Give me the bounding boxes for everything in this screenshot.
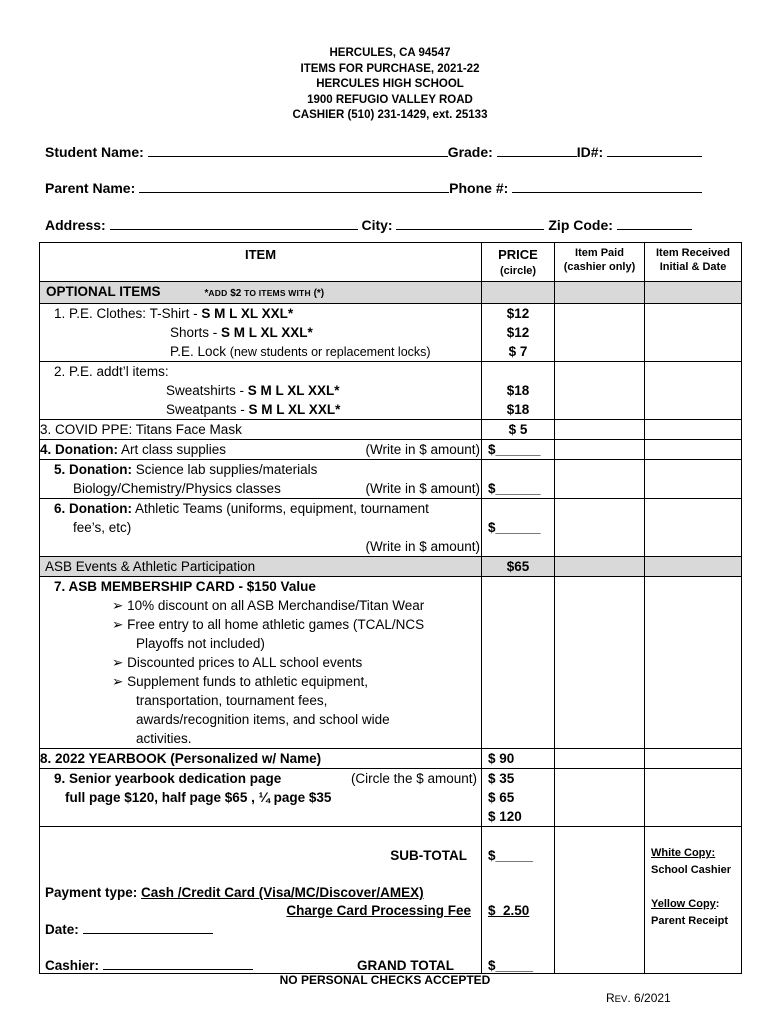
sweatshirts-sizes[interactable]: S M L XL XXL* (247, 383, 340, 398)
donation-science-cell (40, 460, 482, 499)
senior-title: 9. Senior yearbook dedication page (54, 771, 282, 786)
yearbook-paid[interactable] (555, 749, 645, 769)
optional-note-star: * (204, 288, 209, 299)
totals-row (40, 827, 742, 974)
donation-science-row (40, 460, 742, 499)
asb-card-cell (40, 577, 482, 749)
asb-card-paid[interactable] (555, 577, 645, 749)
yellow-copy-recipient: Parent Receipt (651, 915, 729, 927)
pe-addtl-label: P.E. addt’l items: (65, 364, 169, 379)
senior-price-quarter[interactable]: $ 35 (488, 771, 515, 786)
shorts-sizes[interactable]: S M L XL XXL* (221, 325, 313, 340)
donation-science-classes: Biology/Chemistry/Physics classes (73, 481, 281, 496)
item-header-label: ITEM (244, 247, 277, 262)
yearbook-row (40, 749, 742, 769)
asb-card-received[interactable] (645, 577, 742, 749)
parent-name-label: Parent Name: (45, 180, 136, 196)
item-column-header (40, 243, 482, 282)
asb-benefit-4-cont2: awards/recognition items, and school wide (136, 712, 390, 727)
date-label: Date: (45, 922, 79, 937)
donation-athletic-price-cell (482, 499, 555, 557)
date-line (45, 920, 213, 939)
received-column-header (645, 243, 742, 282)
senior-received[interactable] (645, 769, 742, 827)
asb-events-title: ASB Events & Athletic Participation (40, 557, 482, 577)
shorts-line (40, 323, 481, 342)
donation-athletic-row (40, 499, 742, 557)
totals-paid (555, 827, 645, 974)
address-row (45, 216, 725, 233)
pe-clothes-prices (482, 304, 555, 362)
optional-note-items: TO ITEMS WITH (244, 288, 311, 298)
payment-type-label: Payment type: (45, 885, 142, 900)
optional-note-amount: $2 (227, 288, 245, 299)
form-header (0, 46, 770, 124)
senior-price-full[interactable]: $ 120 (488, 809, 522, 824)
optional-items-row (40, 282, 742, 304)
zip-label: Zip Code: (548, 217, 613, 233)
received-header-sub: Initial & Date (659, 261, 727, 273)
payment-type (45, 883, 424, 902)
city-field[interactable] (396, 216, 544, 230)
asb-benefit-4-cont1: transportation, tournament fees, (136, 693, 328, 708)
no-checks-notice: NO PERSONAL CHECKS ACCEPTED (279, 973, 491, 987)
sweatpants-price[interactable]: $18 (506, 402, 530, 417)
tshirt-price[interactable]: $12 (506, 306, 530, 321)
donation-science-write: (Write in $ amount) (365, 481, 480, 496)
senior-line1 (40, 769, 481, 788)
donation-art-received[interactable] (645, 440, 742, 460)
donation-art-text: Art class supplies (118, 442, 227, 457)
asb-benefit-2 (40, 615, 481, 634)
sweatshirts-price[interactable]: $18 (506, 383, 530, 398)
processing-fee-amount: $ 2.50 (488, 903, 530, 918)
rev-ev: EV (614, 994, 628, 1005)
white-copy-label: White Copy: (651, 847, 716, 859)
donation-athletic-write: (Write in $ amount) (365, 539, 480, 554)
address-label: Address: (45, 217, 106, 233)
grade-label: Grade: (447, 144, 493, 160)
white-copy-recipient: School Cashier (651, 864, 732, 876)
donation-athletic-line2: fee’s, etc) (73, 520, 132, 535)
yellow-copy-colon: : (715, 898, 720, 910)
yearbook-title: 8. 2022 YEARBOOK (Personalized w/ Name) (40, 749, 482, 769)
donation-athletic-line1 (40, 499, 481, 518)
sweatpants-sizes[interactable]: S M L XL XXL* (248, 402, 341, 417)
asb-card-row (40, 577, 742, 749)
donation-science-received[interactable] (645, 460, 742, 499)
paid-column-header (555, 243, 645, 282)
price-column-header (482, 243, 555, 282)
tshirt-label: P.E. Clothes: T-Shirt - (65, 306, 202, 321)
donation-science-line2 (40, 479, 481, 498)
donation-science-paid[interactable] (555, 460, 645, 499)
received-header-label: Item Received (656, 247, 730, 259)
totals-price-cell (482, 827, 555, 974)
covid-paid[interactable] (555, 420, 645, 440)
grand-total-field[interactable]: $_____ (488, 958, 534, 973)
optional-note-mark: (*) (310, 288, 325, 299)
pe-addtl-paid[interactable] (555, 362, 645, 420)
student-name-field[interactable] (148, 143, 448, 157)
yearbook-price[interactable]: $ 90 (482, 749, 555, 769)
asb-benefit-2-text: Free entry to all home athletic games (TCAL/NCS (127, 617, 425, 632)
pe-addtl-received[interactable] (645, 362, 742, 420)
senior-price-half[interactable]: $ 65 (488, 790, 515, 805)
donation-science-price-cell (482, 460, 555, 499)
address-field[interactable] (110, 216, 358, 230)
donation-art-paid[interactable] (555, 440, 645, 460)
pe-addtl-cell (40, 362, 482, 420)
paid-header-label: Item Paid (575, 247, 624, 259)
parent-row (45, 179, 725, 196)
arrow-bullet-icon: ➢ (112, 655, 124, 670)
zip-field[interactable] (617, 216, 692, 230)
senior-paid[interactable] (555, 769, 645, 827)
covid-received[interactable] (645, 420, 742, 440)
paid-header-sub: (cashier only) (563, 261, 636, 273)
asb-benefit-4-text: Supplement funds to athletic equipment, (127, 674, 368, 689)
donation-athletic-price[interactable]: $______ (488, 520, 541, 535)
pe-addtl-line (40, 362, 481, 381)
donation-athletic-paid[interactable] (555, 499, 645, 557)
id-field[interactable] (607, 143, 702, 157)
lock-price[interactable]: $ 7 (508, 344, 528, 359)
donation-art-cell (40, 440, 482, 460)
phone-field[interactable] (512, 179, 702, 193)
pe-addtl-number: 2. (54, 364, 66, 379)
donation-science-price[interactable]: $______ (488, 481, 541, 496)
asb-benefit-2-cont: Playoffs not included) (136, 636, 265, 651)
asb-benefit-3-text: Discounted prices to ALL school events (127, 655, 363, 670)
asb-benefit-4 (40, 672, 481, 691)
id-label: ID#: (576, 144, 604, 160)
senior-options: full page $120, half page $65 , ¼ page $35 (65, 790, 332, 805)
asb-events-price[interactable]: $65 (482, 557, 555, 577)
asb-card-price[interactable] (482, 577, 555, 749)
pe-clothes-paid[interactable] (555, 304, 645, 362)
rev-r: R (606, 991, 615, 1005)
grade-field[interactable] (497, 143, 577, 157)
lock-line (40, 342, 481, 361)
sweatshirts-label: Sweatshirts - (166, 383, 248, 398)
student-name-label: Student Name: (45, 144, 144, 160)
date-field[interactable] (83, 920, 213, 934)
covid-price[interactable]: $ 5 (482, 420, 555, 440)
covid-label: 3. COVID PPE: Titans Face Mask (40, 420, 482, 440)
pe-clothes-row (40, 304, 742, 362)
asb-events-row (40, 557, 742, 577)
totals-cell (40, 827, 482, 974)
asb-benefit-3 (40, 653, 481, 672)
pe-clothes-cell (40, 304, 482, 362)
grand-total-label: GRAND TOTAL (357, 958, 454, 973)
shorts-price[interactable]: $12 (506, 325, 530, 340)
yellow-copy-label: Yellow Copy (651, 898, 716, 910)
donation-art-title: 4. Donation: (40, 442, 118, 457)
senior-prices (482, 769, 555, 827)
pe-number: 1. (54, 306, 66, 321)
senior-note: (Circle the $ amount) (350, 771, 477, 786)
asb-benefit-1 (40, 596, 481, 615)
arrow-bullet-icon: ➢ (112, 598, 124, 613)
tshirt-line (40, 304, 481, 323)
covid-row (40, 420, 742, 440)
donation-art-write: (Write in $ amount) (365, 442, 480, 457)
header-school: HERCULES HIGH SCHOOL (316, 78, 464, 90)
payment-type-options[interactable]: Cash /Credit Card (Visa/MC/Discover/AMEX) (141, 885, 424, 900)
header-city: HERCULES, CA 94547 (329, 47, 451, 59)
donation-science-text: Science lab supplies/materials (132, 462, 318, 477)
asb-benefit-4-cont3: activities. (136, 731, 192, 746)
price-header-sub: (circle) (499, 265, 537, 277)
header-address: 1900 REFUGIO VALLEY ROAD (307, 93, 473, 106)
parent-name-field[interactable] (139, 179, 449, 193)
pe-addtl-row (40, 362, 742, 420)
phone-label: Phone #: (449, 180, 509, 196)
arrow-bullet-icon: ➢ (112, 617, 124, 632)
asb-card-title: 7. ASB MEMBERSHIP CARD - $150 Value (54, 579, 316, 594)
sweatpants-label: Sweatpants - (166, 402, 249, 417)
price-header-label: PRICE (498, 247, 538, 262)
sweatshirts-line (40, 381, 481, 400)
tshirt-sizes[interactable]: S M L XL XXL* (201, 306, 294, 321)
senior-dedication-row (40, 769, 742, 827)
subtotal-field[interactable]: $_____ (488, 848, 534, 863)
donation-athletic-text: Athletic Teams (uniforms, equipment, tournament (132, 501, 429, 516)
header-cashier-phone: CASHIER (510) 231-1429, ext. 25133 (292, 109, 488, 121)
asb-benefit-1-text: 10% discount on all ASB Merchandise/Titan Wear (127, 598, 425, 613)
donation-science-line1 (40, 460, 481, 479)
rev-date-text: . 6/2021 (627, 991, 671, 1005)
senior-dedication-cell (40, 769, 482, 827)
city-label: City: (361, 217, 393, 233)
arrow-bullet-icon: ➢ (112, 674, 124, 689)
sweatpants-line (40, 400, 481, 419)
optional-title-text: OPTIONAL ITEMS (46, 284, 161, 299)
subtotal-label: SUB-TOTAL (390, 848, 467, 863)
processing-fee-label: Charge Card Processing Fee (286, 903, 471, 918)
pe-addtl-prices (482, 362, 555, 420)
shorts-label: Shorts - (170, 325, 222, 340)
optional-note-add: ADD (208, 288, 228, 298)
lock-label: P.E. Lock (170, 344, 230, 359)
revision-date (606, 991, 671, 1005)
yearbook-received[interactable] (645, 749, 742, 769)
donation-art-price[interactable]: $______ (482, 440, 555, 460)
student-row (45, 143, 725, 160)
donation-athletic-received[interactable] (645, 499, 742, 557)
donation-athletic-cell (40, 499, 482, 557)
cashier-field[interactable] (103, 956, 253, 970)
copy-distribution (645, 827, 742, 974)
cashier-label: Cashier: (45, 958, 100, 973)
optional-items-title (40, 282, 482, 304)
lock-note: (new students or replacement locks) (229, 345, 431, 359)
table-header-row (40, 243, 742, 282)
donation-science-title: 5. Donation: (54, 462, 132, 477)
pe-clothes-received[interactable] (645, 304, 742, 362)
header-title: ITEMS FOR PURCHASE, 2021-22 (300, 62, 480, 75)
donation-art-row (40, 440, 742, 460)
items-table (39, 242, 742, 974)
donation-athletic-title: 6. Donation: (54, 501, 132, 516)
